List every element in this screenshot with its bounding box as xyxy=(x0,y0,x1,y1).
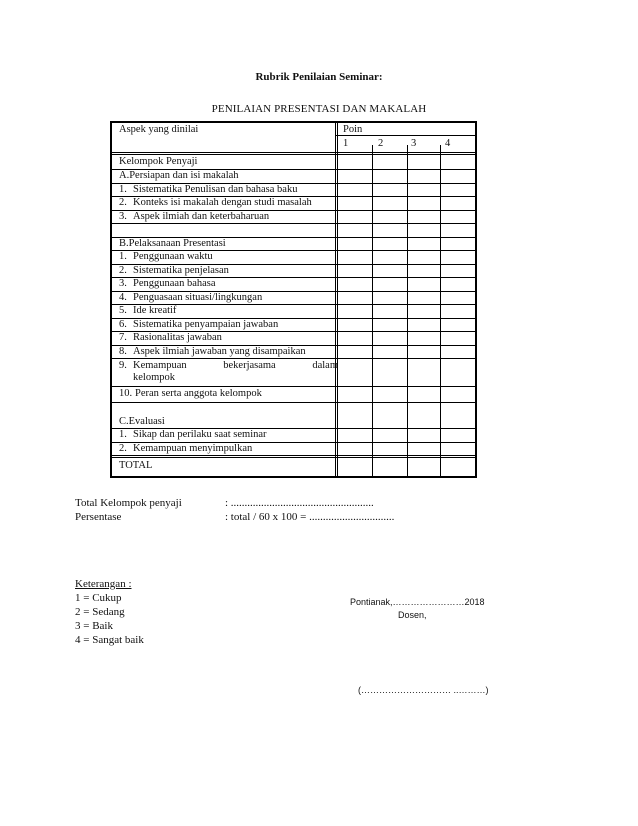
legend-item: 2 = Sedang xyxy=(75,606,125,618)
column-divider-aspect xyxy=(335,123,338,476)
criterion-row: 1. Penggunaan waktu xyxy=(119,251,213,262)
section-b-title: B.Pelaksanaan Presentasi xyxy=(119,238,226,249)
row-divider xyxy=(112,358,475,359)
column-divider-score-3 xyxy=(440,145,441,476)
total-label: TOTAL xyxy=(119,460,153,471)
group-label: Kelompok Penyaji xyxy=(119,156,198,167)
criterion-row: 8. Aspek ilmiah jawaban yang disampaikan xyxy=(119,346,306,357)
legend-item: 3 = Baik xyxy=(75,620,113,632)
row-divider xyxy=(112,386,475,387)
header-score-4: 4 xyxy=(445,138,451,149)
signature-name-line: (………………………… ..………) xyxy=(358,685,489,695)
total-kelompok-label: Total Kelompok penyaji xyxy=(75,497,182,509)
criterion-row: 1. Sistematika Penulisan dan bahasa baku xyxy=(119,184,298,195)
legend-item: 1 = Cukup xyxy=(75,592,122,604)
criterion-row: 2. Konteks isi makalah dengan studi masalah xyxy=(119,197,312,208)
column-divider-score-1 xyxy=(372,145,373,476)
header-aspect: Aspek yang dinilai xyxy=(119,124,199,135)
row-divider xyxy=(112,455,475,458)
section-a-title: A.Persiapan dan isi makalah xyxy=(119,170,239,181)
criterion-row: 2. Kemampuan menyimpulkan xyxy=(119,443,253,454)
rubric-table xyxy=(110,121,477,478)
criterion-row: 9. Kemampuan bekerjasama dalam kelompok xyxy=(119,360,338,383)
header-score-2: 2 xyxy=(378,138,384,149)
persentase-label: Persentase xyxy=(75,511,122,523)
signature-place-date: Pontianak,……………………2018 xyxy=(350,597,485,607)
legend-item: 4 = Sangat baik xyxy=(75,634,144,646)
section-c-title: C.Evaluasi xyxy=(119,416,165,427)
criterion-row: 2. Sistematika penjelasan xyxy=(119,265,229,276)
signature-role: Dosen, xyxy=(398,610,427,620)
criterion-row: 3. Penggunaan bahasa xyxy=(119,278,216,289)
header-score-1: 1 xyxy=(343,138,349,149)
header-score-3: 3 xyxy=(411,138,417,149)
row-divider xyxy=(112,402,475,403)
criterion-row: 3. Aspek ilmiah dan keterbaharuan xyxy=(119,211,270,222)
criterion-row: 6. Sistematika penyampaian jawaban xyxy=(119,319,279,330)
criterion-row: 5. Ide kreatif xyxy=(119,305,177,316)
criterion-row: 10. Peran serta anggota kelompok xyxy=(119,388,262,399)
row-divider xyxy=(112,152,475,155)
legend-title: Keterangan : xyxy=(75,578,132,590)
row-divider xyxy=(112,223,475,224)
total-kelompok-value: : .................................................... xyxy=(225,497,374,509)
criterion-row: 7. Rasionalitas jawaban xyxy=(119,332,222,343)
persentase-value: : total / 60 x 100 = ............................... xyxy=(225,511,395,523)
column-divider-score-2 xyxy=(407,145,408,476)
document-title: Rubrik Penilaian Seminar: xyxy=(255,71,383,83)
document-subtitle: PENILAIAN PRESENTASI DAN MAKALAH xyxy=(211,103,427,115)
criterion-row: 1. Sikap dan perilaku saat seminar xyxy=(119,429,267,440)
header-poin: Poin xyxy=(343,124,363,135)
criterion-row: 4. Penguasaan situasi/lingkungan xyxy=(119,292,263,303)
